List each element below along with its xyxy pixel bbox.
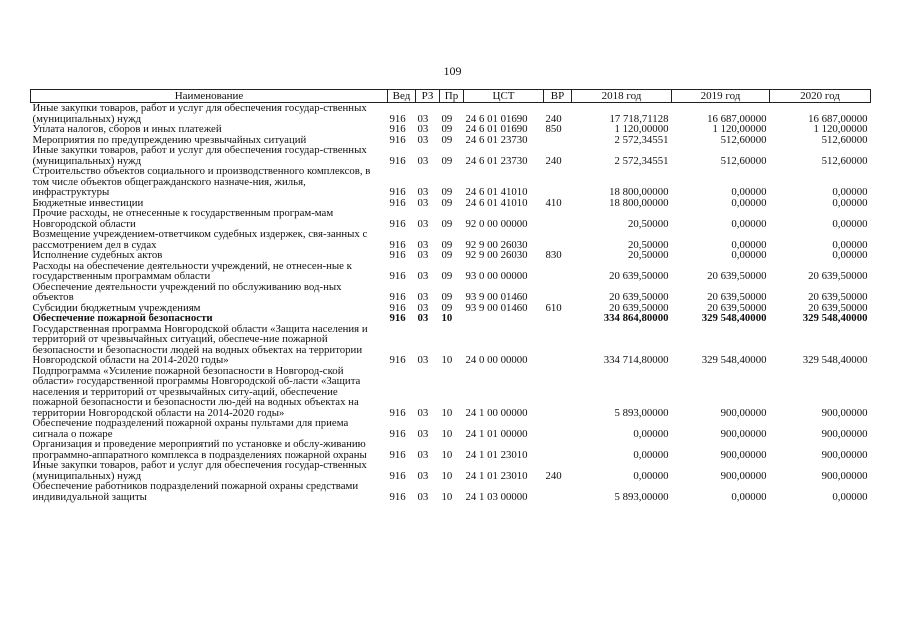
row-2020: 1 120,00000 — [813, 123, 868, 135]
row-2019: 329 548,40000 — [701, 354, 767, 366]
row-name: Бюджетные инвестиции — [32, 196, 144, 209]
table-row — [31, 208, 871, 229]
row-rz: 03 — [417, 291, 429, 303]
row-ved: 916 — [389, 469, 406, 482]
row-rz: 03 — [417, 196, 429, 209]
row-cst — [464, 313, 544, 324]
row-rz: 03 — [417, 270, 429, 282]
row-cst: 24 1 01 23010 — [465, 469, 528, 482]
row-2019: 20 639,50000 — [707, 270, 767, 282]
row-pr: 09 — [441, 238, 453, 251]
row-2019: 0,00000 — [731, 238, 767, 251]
row-2019: 0,00000 — [731, 217, 767, 230]
header-vr: ВР — [544, 90, 572, 103]
row-cst: 92 0 00 00000 — [465, 217, 528, 230]
row-cst: 24 1 00 00000 — [465, 406, 528, 419]
header-2020: 2020 год — [770, 90, 871, 103]
row-pr: 09 — [441, 270, 453, 282]
row-name: Обеспечение деятельности учреждений по обслуживанию вод-ных объектов — [32, 280, 342, 303]
row-2018: 20 639,50000 — [609, 270, 669, 282]
header-cst: ЦСТ — [464, 90, 544, 103]
row-rz: 03 — [417, 312, 429, 324]
table-row — [31, 282, 871, 303]
row-2018: 0,00000 — [633, 427, 669, 440]
row-2018: 20,50000 — [628, 249, 669, 261]
row-rz: 03 — [417, 354, 429, 366]
row-pr: 09 — [441, 186, 453, 198]
row-ved: 916 — [389, 217, 406, 230]
row-pr: 10 — [441, 427, 453, 440]
row-vr: 240 — [545, 154, 562, 167]
table-row — [31, 418, 871, 439]
row-2018: 20 639,50000 — [609, 301, 669, 314]
row-2020: 512,60000 — [821, 154, 868, 167]
row-cst: 24 6 01 23730 — [465, 154, 528, 167]
row-rz: 03 — [417, 427, 429, 440]
table-row — [31, 229, 871, 250]
row-rz: 03 — [417, 133, 429, 146]
row-ved: 916 — [389, 186, 406, 198]
row-name: Расходы на обеспечение деятельности учреждений, не отнесен-ные к государственным программам области — [32, 259, 352, 282]
row-ved: 916 — [389, 406, 406, 419]
row-2020: 0,00000 — [832, 490, 868, 503]
row-cst: 24 6 01 41010 — [465, 196, 528, 209]
row-pr: 09 — [441, 301, 453, 314]
table-row — [31, 145, 871, 166]
row-rz: 03 — [417, 249, 429, 261]
row-2019: 0,00000 — [731, 186, 767, 198]
row-vr: 850 — [545, 123, 562, 135]
row-name: Строительство объектов социального и производственного комплексов, в том числе объектов общегражданского назначе-ния, жилья, инфраструктуры — [32, 165, 371, 198]
row-rz: 03 — [417, 123, 429, 135]
row-ved: 916 — [389, 490, 406, 503]
row-2018: 2 572,34551 — [614, 154, 669, 167]
row-ved: 916 — [389, 133, 406, 146]
row-vr — [544, 282, 572, 303]
row-2018: 20,50000 — [628, 238, 669, 251]
row-name: Прочие расходы, не отнесенные к государственным програм-мам Новгородской области — [32, 207, 334, 230]
row-2020: 16 687,00000 — [808, 112, 868, 125]
row-2020: 20 639,50000 — [808, 301, 868, 314]
row-2020: 329 548,40000 — [802, 312, 868, 324]
table-row — [31, 103, 871, 125]
row-vr — [544, 366, 572, 419]
table-row — [31, 261, 871, 282]
row-cst: 24 1 01 00000 — [465, 427, 528, 440]
row-2020: 900,00000 — [821, 469, 868, 482]
row-vr: 240 — [545, 469, 562, 482]
row-pr: 09 — [441, 133, 453, 146]
row-vr — [544, 166, 572, 198]
row-2018: 1 120,00000 — [614, 123, 669, 135]
row-cst: 93 0 00 00000 — [465, 270, 528, 282]
row-cst: 24 1 01 23010 — [465, 448, 528, 461]
row-rz: 03 — [417, 301, 429, 314]
row-2018: 5 893,00000 — [614, 406, 669, 419]
row-rz: 03 — [417, 448, 429, 461]
row-vr — [544, 135, 572, 146]
row-rz: 03 — [417, 469, 429, 482]
row-ved: 916 — [389, 291, 406, 303]
row-name: Подпрограмма «Усиление пожарной безопасности в Новгород-ской области» государственной программы Новгородской об-ласти «Защита населения и территорий от чрезвычайных ситу-аций, обеспечение пожарной безопасности и безопасности лю-дей на водных объектах на территории Новгородской области на 2014-2020 годы» — [32, 364, 361, 419]
row-cst: 92 9 00 26030 — [465, 238, 528, 251]
row-pr: 09 — [441, 154, 453, 167]
row-rz: 03 — [417, 406, 429, 419]
row-pr: 10 — [441, 469, 453, 482]
row-vr — [544, 481, 572, 502]
row-rz: 03 — [417, 217, 429, 230]
row-2019: 16 687,00000 — [707, 112, 767, 125]
row-pr: 09 — [441, 249, 453, 261]
row-2020: 900,00000 — [821, 448, 868, 461]
row-2019: 900,00000 — [720, 427, 767, 440]
row-2019: 900,00000 — [720, 448, 767, 461]
row-2020: 0,00000 — [832, 249, 868, 261]
row-cst: 24 6 01 01690 — [465, 123, 528, 135]
row-pr: 10 — [441, 354, 453, 366]
row-2018: 5 893,00000 — [614, 490, 669, 503]
row-2019: 512,60000 — [720, 133, 767, 146]
row-cst: 92 9 00 26030 — [465, 249, 528, 261]
header-2019: 2019 год — [672, 90, 770, 103]
row-ved: 916 — [389, 354, 406, 366]
row-2019: 329 548,40000 — [701, 312, 767, 324]
row-2020: 0,00000 — [832, 238, 868, 251]
header-name: Наименование — [31, 90, 388, 103]
header-rz: РЗ — [416, 90, 440, 103]
row-rz: 03 — [417, 490, 429, 503]
row-name: Организация и проведение мероприятий по установке и обслу-живанию программно-аппаратного комплекса в подразделениях пожарной охраны — [32, 438, 367, 461]
table-row — [31, 166, 871, 198]
row-2020: 900,00000 — [821, 406, 868, 419]
row-2020: 20 639,50000 — [808, 291, 868, 303]
row-ved: 916 — [389, 238, 406, 251]
row-cst: 93 9 00 01460 — [465, 291, 528, 303]
row-pr: 09 — [441, 123, 453, 135]
row-2018: 334 864,80000 — [603, 312, 669, 324]
row-name: Уплата налогов, сборов и иных платежей — [32, 123, 222, 135]
row-2019: 900,00000 — [720, 469, 767, 482]
row-2018: 0,00000 — [633, 448, 669, 461]
row-vr — [544, 418, 572, 439]
row-ved: 916 — [389, 154, 406, 167]
row-name: Государственная программа Новгородской области «Защита населения и территорий от чрезвычайных ситуаций, обеспече-ние пожарной безопасности и безопасности людей на водных объектах на территории Новгородской области на 2014-2020 годы» — [32, 322, 368, 366]
row-2018: 20 639,50000 — [609, 291, 669, 303]
row-vr: 410 — [545, 196, 562, 209]
row-vr — [544, 324, 572, 366]
row-ved: 916 — [389, 112, 406, 125]
budget-table — [30, 89, 871, 502]
row-2018: 20,50000 — [628, 217, 669, 230]
row-ved: 916 — [389, 427, 406, 440]
row-name: Мероприятия по предупреждению чрезвычайных ситуаций — [32, 133, 307, 146]
row-name: Обеспечение подразделений пожарной охраны пультами для приема сигнала о пожаре — [32, 417, 349, 440]
header-pr: Пр — [440, 90, 464, 103]
table-row — [31, 313, 871, 324]
table-header-row — [31, 90, 871, 103]
row-pr: 09 — [441, 196, 453, 209]
row-2018: 18 800,00000 — [609, 196, 669, 209]
row-name: Обеспечение пожарной безопасности — [32, 312, 213, 324]
row-2018: 17 718,71128 — [609, 112, 669, 125]
row-2019: 0,00000 — [731, 196, 767, 209]
header-ved: Вед — [388, 90, 416, 103]
row-cst: 93 9 00 01460 — [465, 301, 528, 314]
row-2019: 1 120,00000 — [712, 123, 767, 135]
table-row — [31, 439, 871, 460]
row-pr: 09 — [441, 217, 453, 230]
table-row — [31, 324, 871, 366]
row-2020: 900,00000 — [821, 427, 868, 440]
row-rz: 03 — [417, 186, 429, 198]
row-pr: 10 — [441, 312, 453, 324]
row-vr — [544, 313, 572, 324]
row-vr: 240 — [545, 112, 562, 125]
row-2020: 329 548,40000 — [802, 354, 868, 366]
table-row — [31, 460, 871, 481]
row-ved: 916 — [389, 249, 406, 261]
row-2019: 900,00000 — [720, 406, 767, 419]
row-2018: 0,00000 — [633, 469, 669, 482]
table-row — [31, 250, 871, 261]
row-name: Иные закупки товаров, работ и услуг для обеспечения государ-ственных (муниципальных) нужд — [32, 102, 367, 125]
table-row — [31, 481, 871, 502]
row-rz: 03 — [417, 112, 429, 125]
row-name: Возмещение учреждением-ответчиком судебных издержек, свя-занных с рассмотрением дел в судах — [32, 228, 368, 251]
row-2018: 334 714,80000 — [603, 354, 669, 366]
row-rz: 03 — [417, 238, 429, 251]
row-2018: 2 572,34551 — [614, 133, 669, 146]
row-2019: 512,60000 — [720, 154, 767, 167]
row-cst: 24 6 01 01690 — [465, 112, 528, 125]
row-pr: 10 — [441, 448, 453, 461]
row-ved: 916 — [389, 123, 406, 135]
row-vr: 830 — [545, 249, 562, 261]
row-2020: 20 639,50000 — [808, 270, 868, 282]
row-ved: 916 — [389, 196, 406, 209]
row-2020: 512,60000 — [821, 133, 868, 146]
row-pr: 10 — [441, 406, 453, 419]
row-name: Иные закупки товаров, работ и услуг для обеспечения государ-ственных (муниципальных) нужд — [32, 459, 367, 482]
row-cst: 24 0 00 00000 — [465, 354, 528, 366]
table-row — [31, 366, 871, 419]
row-pr: 10 — [441, 490, 453, 503]
row-2020: 0,00000 — [832, 196, 868, 209]
row-vr — [544, 208, 572, 229]
row-2019: 20 639,50000 — [707, 291, 767, 303]
row-2019: 20 639,50000 — [707, 301, 767, 314]
row-ved: 916 — [389, 270, 406, 282]
row-cst: 24 6 01 23730 — [465, 133, 528, 146]
table-row — [31, 124, 871, 135]
row-cst: 24 6 01 41010 — [465, 186, 528, 198]
page-number: 109 — [443, 64, 462, 78]
row-2020: 0,00000 — [832, 186, 868, 198]
row-2018: 18 800,00000 — [609, 186, 669, 198]
row-cst: 24 1 03 00000 — [465, 490, 528, 503]
row-2019: 0,00000 — [731, 490, 767, 503]
row-pr: 09 — [441, 112, 453, 125]
row-ved: 916 — [389, 301, 406, 314]
row-name: Исполнение судебных актов — [32, 249, 163, 261]
row-vr: 610 — [545, 301, 562, 314]
row-name: Иные закупки товаров, работ и услуг для обеспечения государ-ственных (муниципальных) нужд — [32, 144, 367, 167]
row-2020: 0,00000 — [832, 217, 868, 230]
header-2018: 2018 год — [572, 90, 672, 103]
row-name: Субсидии бюджетным учреждениям — [32, 301, 201, 314]
row-name: Обеспечение работников подразделений пожарной охраны средствами индивидуальной защиты — [32, 480, 359, 503]
row-ved: 916 — [389, 448, 406, 461]
row-vr — [544, 439, 572, 460]
row-pr: 09 — [441, 291, 453, 303]
row-2019: 0,00000 — [731, 249, 767, 261]
row-vr — [544, 261, 572, 282]
row-rz: 03 — [417, 154, 429, 167]
row-vr — [544, 229, 572, 250]
row-ved: 916 — [389, 312, 406, 324]
